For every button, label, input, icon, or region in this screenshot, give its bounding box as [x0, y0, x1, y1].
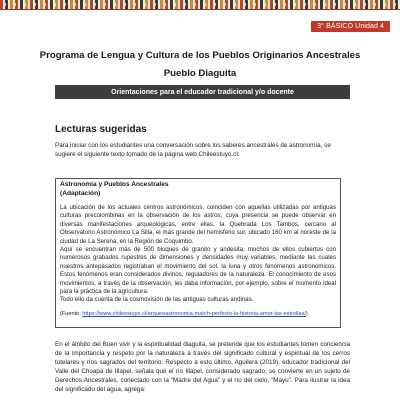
- guidance-label: Orientaciones para el educador tradicional y/o docente: [111, 88, 294, 96]
- closing-paragraph: En el ámbito del Buen vivir y la espiritualidad diaguita, se pretende que los estudiantes tomen conciencia de la importancia y respeto por la naturaleza a través del significado cultural y espiritual de los cerros tutelares y ríos sagrados del territorio. Respecto a esto último, Aguilera (2019), educador tradicional del Valle del Choapa de Illapel, señala que el río Illapel, considerado sagrado, se convierte en un sujeto de Derechos Ancestrales, conectado con la “Madre del Agua” y el río del cielo, “Mayu”. Para ilustrar la idea del significado del agua, agrega:: [55, 341, 350, 393]
- guidance-bar: [55, 85, 350, 99]
- diaguita-pattern-band: [0, 0, 400, 10]
- people-title: Pueblo Diaguita: [163, 68, 237, 79]
- section-heading: Lecturas sugeridas: [55, 124, 147, 135]
- source-link[interactable]: https://www.chileestuyo.cl/arqueoastronomia-match-perfecto-la-historia-amor-las-estrellas/: [82, 310, 306, 317]
- reading-title: Astronomía y Pueblos Ancestrales: [60, 181, 169, 188]
- reading-paragraph-1: La ubicación de los actuales centros astronómicos, coinciden con aquellas utilizadas por antiguas culturas precolombinas en la observación de los astros, cuya presencia se puede observar en diversas manifestaciones arqueológicas, entre ellas, la Quebrada Los Tambos, cercano al Observatorio Astronómico La Silla, el más grande del hemisferio sur, ubicado 160 km al noreste de la ciudad de La Serena, en la Región de Coquimbo.: [60, 204, 336, 245]
- source-prefix: (Fuente:: [60, 310, 83, 317]
- grade-badge: 3° BÁSICO Unidad 4: [311, 21, 390, 32]
- reading-subtitle: (Adaptación): [60, 189, 101, 197]
- reading-source: [60, 310, 336, 318]
- reading-paragraph-2: Aquí se encuentran más de 500 bloques de granito y andesita, muchos de ellos cubiertos con numerosos grabados rupestres de dimensiones y densidades muy variables, mediante las cuales nuestros antepasados registraban el movimiento del sol, la luna y otros fenómenos astronómicos. Estos fenómenos eran considerados divinos, reguladores de la naturaleza. El conocimiento de esos movimientos, a través de la observación, les daba información, por ejemplo, sobre el momento ideal para la práctica de la agricultura.: [60, 246, 336, 296]
- source-suffix: ): [305, 310, 308, 317]
- program-title: Programa de Lengua y Cultura de los Pueblos Originarios Ancestrales: [39, 50, 361, 61]
- reading-box: [55, 178, 341, 328]
- reading-paragraph-3: Todo ello da cuenta de la cosmovisión de las antiguas culturas andinas.: [60, 296, 254, 304]
- intro-paragraph: Para iniciar con los estudiantes una conversación sobre los saberes ancestrales de astronomía, se sugiere el siguiente texto tomado de la página web Chileestuyo.cl:: [55, 142, 331, 158]
